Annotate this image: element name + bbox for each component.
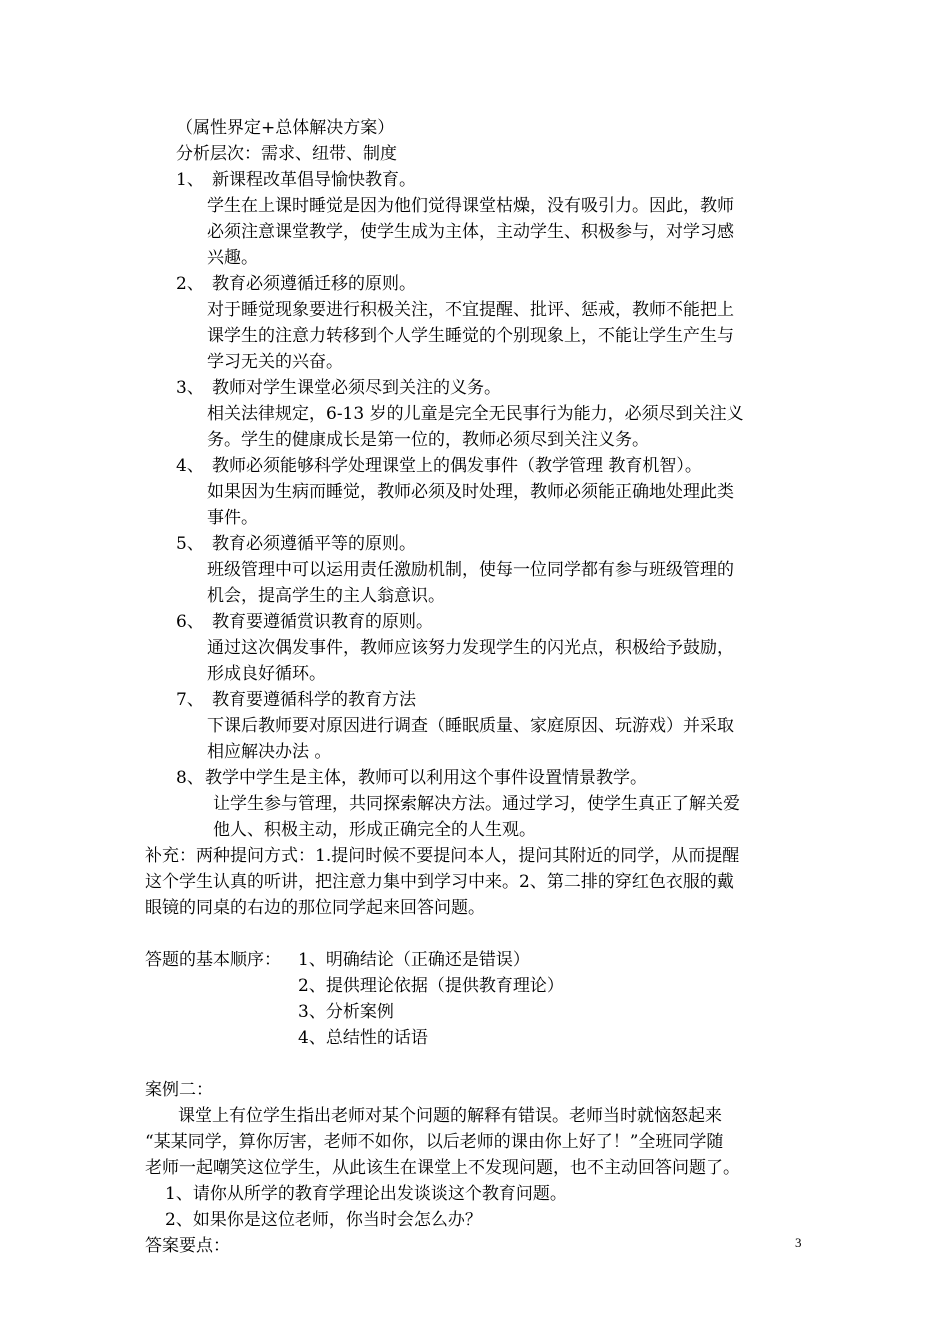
answer-order-step: 2、提供理论依据（提供教育理论） (298, 976, 564, 996)
point-4-title: 教师必须能够科学处理课堂上的偶发事件（教学管理 教育机智）。 (212, 456, 702, 476)
point-6-body-line: 通过这次偶发事件，教师应该努力发现学生的闪光点，积极给予鼓励， (207, 638, 734, 658)
point-3-body-line: 相关法律规定，6-13 岁的儿童是完全无民事行为能力，必须尽到关注义 (207, 404, 744, 424)
point-3-number: 3、 (176, 378, 204, 398)
point-8-body-line: 让学生参与管理，共同探索解决方法。通过学习，使学生真正了解关爱 (213, 794, 740, 814)
point-8-title: 教学中学生是主体，教师可以利用这个事件设置情景教学。 (205, 768, 647, 788)
point-6-body-line: 形成良好循环。 (207, 664, 326, 684)
point-8-body-line: 他人、积极主动，形成正确完全的人生观。 (213, 820, 536, 840)
point-2-title: 教育必须遵循迁移的原则。 (212, 274, 416, 294)
case-two-body-line: 老师一起嘲笑这位学生，从此该生在课堂上不发现问题，也不主动回答问题了。 (145, 1158, 740, 1178)
case-two-question: 2、如果你是这位老师，你当时会怎么办？ (165, 1210, 482, 1230)
supplement-line: 补充：两种提问方式：1.提问时候不要提问本人，提问其附近的同学，从而提醒 (145, 846, 740, 866)
point-1-body-line: 兴趣。 (207, 248, 258, 268)
case-two-body-line: “某某同学，算你厉害，老师不如你，以后老师的课由你上好了！”全班同学随 (145, 1132, 724, 1152)
point-8-number: 8、 (176, 768, 204, 788)
point-7-number: 7、 (176, 690, 204, 710)
supplement-line: 这个学生认真的听讲，把注意力集中到学习中来。2、第二排的穿红色衣服的戴 (145, 872, 734, 892)
point-4-body-line: 如果因为生病而睡觉，教师必须及时处理，教师必须能正确地处理此类 (207, 482, 734, 502)
point-2-body-line: 学习无关的兴奋。 (207, 352, 343, 372)
point-7-body-line: 下课后教师要对原因进行调查（睡眠质量、家庭原因、玩游戏）并采取 (207, 716, 734, 736)
point-5-body-line: 班级管理中可以运用责任激励机制，使每一位同学都有参与班级管理的 (207, 560, 734, 580)
point-5-body-line: 机会，提高学生的主人翁意识。 (207, 586, 445, 606)
supplement-line: 眼镜的同桌的右边的那位同学起来回答问题。 (145, 898, 485, 918)
page-number: 3 (795, 1235, 802, 1250)
answer-order-step: 1、明确结论（正确还是错误） (298, 950, 530, 970)
point-6-number: 6、 (176, 612, 204, 632)
point-3-body-line: 务。学生的健康成长是第一位的，教师必须尽到关注义务。 (207, 430, 649, 450)
point-2-body-line: 对于睡觉现象要进行积极关注，不宜提醒、批评、惩戒，教师不能把上 (207, 300, 734, 320)
point-2-body-line: 课学生的注意力转移到个人学生睡觉的个别现象上，不能让学生产生与 (207, 326, 734, 346)
answer-order-label: 答题的基本顺序： (145, 950, 281, 970)
point-5-number: 5、 (176, 534, 204, 554)
attribute-line: （属性界定+总体解决方案） (176, 118, 395, 138)
answer-points-label: 答案要点： (145, 1236, 230, 1256)
levels-line: 分析层次：需求、纽带、制度 (176, 144, 397, 164)
point-1-number: 1、 (176, 170, 204, 190)
case-two-body-line: 课堂上有位学生指出老师对某个问题的解释有错误。老师当时就恼怒起来 (178, 1106, 722, 1126)
point-1-title: 新课程改革倡导愉快教育。 (212, 170, 416, 190)
case-two-heading: 案例二： (145, 1080, 213, 1100)
case-two-question: 1、请你从所学的教育学理论出发谈谈这个教育问题。 (165, 1184, 567, 1204)
answer-order-step: 3、分析案例 (298, 1002, 394, 1022)
point-2-number: 2、 (176, 274, 204, 294)
point-7-title: 教育要遵循科学的教育方法 (212, 690, 416, 710)
answer-order-step: 4、总结性的话语 (298, 1028, 428, 1048)
point-1-body-line: 必须注意课堂教学，使学生成为主体，主动学生、积极参与，对学习感 (207, 222, 734, 242)
point-6-title: 教育要遵循赏识教育的原则。 (212, 612, 433, 632)
point-1-body-line: 学生在上课时睡觉是因为他们觉得课堂枯燥，没有吸引力。因此，教师 (207, 196, 734, 216)
point-3-title: 教师对学生课堂必须尽到关注的义务。 (212, 378, 501, 398)
point-4-number: 4、 (176, 456, 204, 476)
point-7-body-line: 相应解决办法 。 (207, 742, 332, 762)
point-4-body-line: 事件。 (207, 508, 258, 528)
point-5-title: 教育必须遵循平等的原则。 (212, 534, 416, 554)
